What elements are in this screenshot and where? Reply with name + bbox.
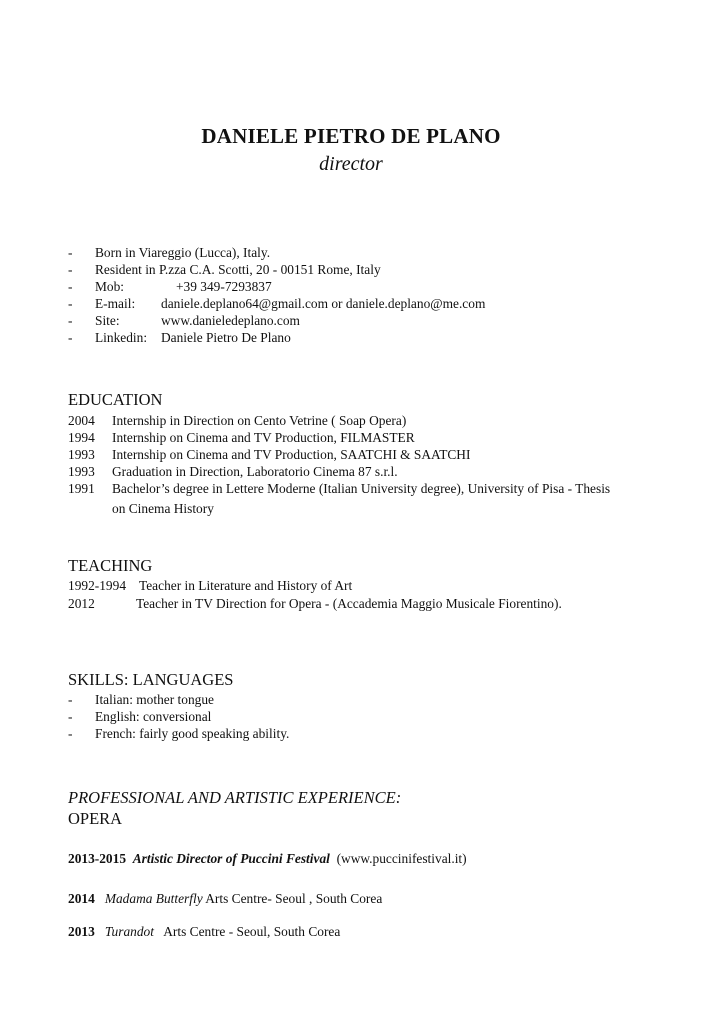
bullet: - <box>68 313 73 328</box>
experience-entry <box>68 923 340 940</box>
bullet: - <box>68 296 73 311</box>
entry-year: 2014 <box>68 891 95 906</box>
phone-number: +39 349-7293837 <box>176 279 272 294</box>
email-link[interactable]: daniele.deplano64@gmail.com or daniele.deplano@me.com <box>161 296 486 311</box>
entry-year: 2013 <box>68 924 95 939</box>
role-subtitle: director <box>319 153 383 175</box>
entry-detail: Arts Centre- Seoul , South Corea <box>205 891 383 906</box>
experience-entry <box>68 850 467 867</box>
skills-heading: SKILLS: LANGUAGES <box>68 670 234 689</box>
list-item-continuation: on Cinema History <box>112 501 214 516</box>
bullet: - <box>68 692 73 707</box>
education-heading: EDUCATION <box>68 390 163 409</box>
bullet: - <box>68 262 73 277</box>
linkedin-link[interactable]: Daniele Pietro De Plano <box>161 330 291 345</box>
opera-subheading: OPERA <box>68 809 123 828</box>
entry-detail: (www.puccinifestival.it) <box>336 851 467 866</box>
entry-detail: Arts Centre - Seoul, South Corea <box>163 924 341 939</box>
entry-title: Madama Butterfly <box>104 891 203 906</box>
experience-heading: PROFESSIONAL AND ARTISTIC EXPERIENCE: <box>68 788 402 807</box>
experience-entry <box>68 890 382 907</box>
bullet: - <box>68 279 73 294</box>
bullet: - <box>68 330 73 345</box>
name-title: DANIELE PIETRO DE PLANO <box>201 124 501 148</box>
bullet: - <box>68 709 73 724</box>
entry-year: 2013-2015 <box>68 851 127 866</box>
site-link[interactable]: www.danieledeplano.com <box>161 313 300 328</box>
teaching-heading: TEACHING <box>68 556 153 575</box>
bullet: - <box>68 726 73 741</box>
entry-title: Turandot <box>104 924 154 939</box>
bullet: - <box>68 245 73 260</box>
entry-title: Artistic Director of Puccini Festival <box>132 851 330 866</box>
